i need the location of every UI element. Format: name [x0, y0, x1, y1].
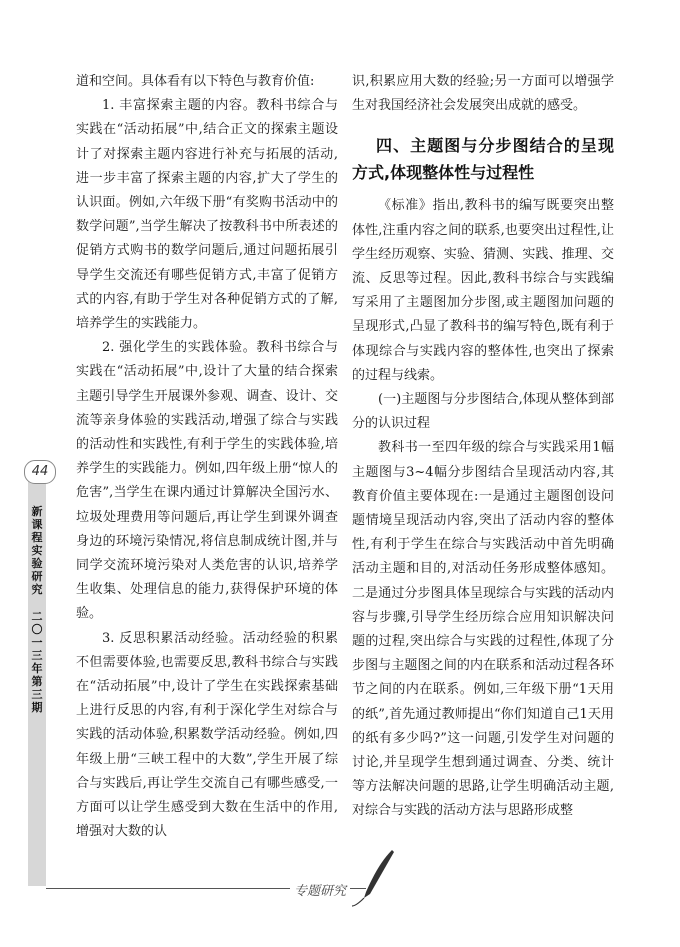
section-heading: 四、主题图与分步图结合的呈现方式,体现整体性与过程性: [352, 136, 614, 183]
paragraph: 识,积累应用大数的经验;另一方面可以增强学生对我国经济社会发展突出成就的感受。: [352, 74, 614, 114]
paragraph: 2. 强化学生的实践体验。教科书综合与实践在“活动拓展”中,设计了大量的结合探索主题引导学生开展课外参观、调查、设计、交流等亲身体验的实践活动,增强了综合与实践的活动性和实践性,有利于学生的实践体验,培养学生的实践能力。例如,四年级上册“惊人的危害”,当学生在课内通过计算解决全国污水、垃圾处理费用等问题后,再让学生到课外调查身边的环境污染情况,将信息制成统计图,并与同学交流环境污染对人类危害的认识,培养学生收集、处理信息的能力,获得保护环境的体验。: [76, 340, 338, 622]
footer-section-label: 专题研究: [290, 880, 350, 899]
page-number: 44: [24, 460, 56, 484]
paragraph: 道和空间。具体看有以下特色与教育价值:: [76, 74, 315, 89]
journal-name: 新课程实验研究: [31, 505, 43, 596]
paragraph: 《标准》指出,教科书的编写既要突出整体性,注重内容之间的联系,也要突出过程性,让学生经历观察、实验、猜测、实践、推理、交流、反思等过程。因此,教科书综合与实践编写采用了主题图加分步图,或主题图加问题的呈现形式,凸显了教科书的编写特色,既有利于体现综合与实践内容的整体性,也突出了探索的过程与线索。: [352, 198, 614, 383]
subsection-heading: (一)主题图与分步图结合,体现从整体到部分的认识过程: [352, 392, 614, 432]
paragraph: 3. 反思积累活动经验。活动经验的积累不但需要体验,也需要反思,教科书综合与实践在“活动拓展”中,设计了学生在实践探索基础上进行反思的内容,有利于深化学生对综合与实践的活动体验,积累数学活动经验。例如,四年级上册“三峡工程中的大数”,学生开展了综合与实践后,再让学生交流自己有哪些感受,一方面可以让学生感受到大数在生活中的作用,增强对大数的认: [76, 630, 338, 840]
right-column: [352, 70, 614, 824]
journal-issue: 二〇一三年第三期: [31, 610, 43, 714]
paragraph: 教科书一至四年级的综合与实践采用1幅主题图与3~4幅分步图结合呈现活动内容,其教育价值主要体现在:一是通过主题图创设问题情境呈现活动内容,突出了活动内容的整体性,有利于学生在综合与实践活动中首先明确活动主题和目的,对活动任务形成整体感知。二是通过分步图具体呈现综合与实践的活动内容与步骤,引导学生经历综合应用知识解决问题的过程,突出综合与实践的过程性,体现了分步图与主题图之间的内在联系和活动过程各环节之间的内在联系。例如,三年级下册“1天用的纸”,首先通过教师提出“你们知道自己1天用的纸有多少吗?”这一问题,引发学生对问题的讨论,并呈现学生想到通过调查、分类、统计等方法解决问题的思路,让学生明确活动主题,对综合与实践的活动方法与思路形成整: [352, 440, 614, 819]
paragraph: 1. 丰富探索主题的内容。教科书综合与实践在“活动拓展”中,结合正文的探索主题设计了对探索主题内容进行补充与拓展的活动,进一步丰富了探索主题的内容,扩大了学生的认识面。例如,六年级下册“有奖购书活动中的数学问题”,当学生解决了按教科书中所表述的促销方式购书的数学问题后,通过问题拓展引导学生交流还有哪些促销方式,丰富了促销方式的内容,有助于学生对各种促销方式的了解,培养学生的实践能力。: [76, 98, 338, 332]
left-column: [76, 70, 338, 845]
quill-pen-icon: [352, 848, 402, 908]
